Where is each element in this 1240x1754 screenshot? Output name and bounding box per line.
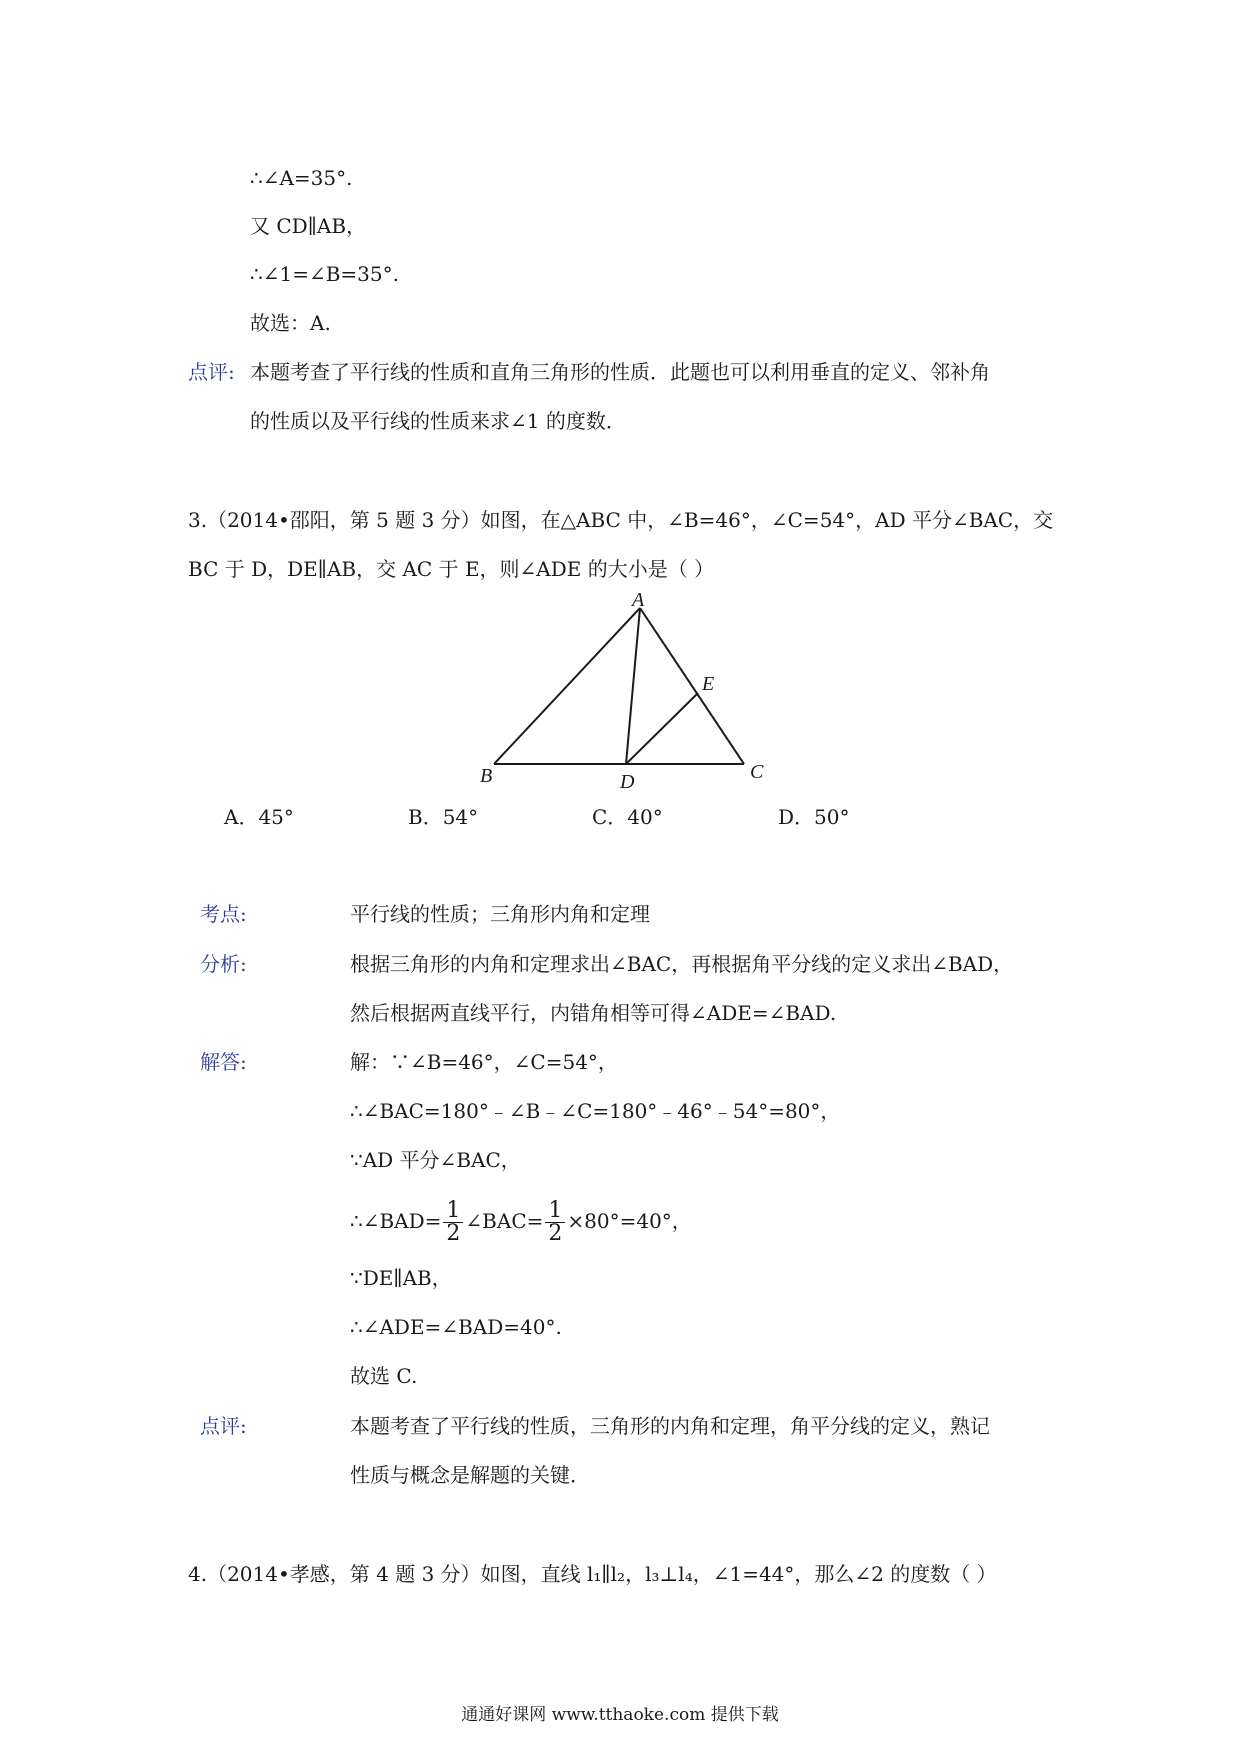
q3-jieda-line-4-part-c: ×80°=40°， xyxy=(567,1209,692,1233)
prev-comment-line-1: 本题考查了平行线的性质和直角三角形的性质．此题也可以利用垂直的定义、邻补角 xyxy=(250,360,990,384)
q4-stem-line-1: 4.（2014•孝感，第 4 题 3 分）如图，直线 l₁∥l₂，l₃⊥l₄，∠1=44°，那么∠2 的度数（ ） xyxy=(188,1562,997,1586)
q3-jieda-line-4-part-b: ∠BAC= xyxy=(465,1209,544,1233)
q3-triangle-figure xyxy=(470,592,790,792)
q3-option-b: B．54° xyxy=(408,805,479,829)
q3-jieda-line-4-part-a: ∴∠BAD= xyxy=(350,1209,442,1233)
q3-jieda-line-1: 解：∵∠B=46°，∠C=54°， xyxy=(350,1050,618,1074)
q3-jieda-line-5: ∵DE∥AB， xyxy=(350,1266,452,1290)
prev-comment-line-2: 的性质以及平行线的性质来求∠1 的度数． xyxy=(250,409,626,433)
segment-de xyxy=(626,693,698,764)
q3-fenxi-label: 分析: xyxy=(200,952,247,976)
q3-stem-line-1: 3.（2014•邵阳，第 5 题 3 分）如图，在△ABC 中，∠B=46°，∠C=54°，AD 平分∠BAC，交 xyxy=(188,508,1054,532)
q3-option-d: D．50° xyxy=(778,805,850,829)
q3-jieda-line-6: ∴∠ADE=∠BAD=40°. xyxy=(350,1315,562,1339)
q3-option-a: A．45° xyxy=(224,805,294,829)
q3-jieda-line-4 xyxy=(350,1196,692,1246)
q3-jieda-line-3: ∵AD 平分∠BAC， xyxy=(350,1148,521,1172)
vertex-label-e: E xyxy=(702,673,715,695)
fraction-denominator: 2 xyxy=(548,1221,563,1246)
fraction-numerator: 1 xyxy=(545,1200,565,1223)
vertex-label-b: B xyxy=(480,765,493,787)
segment-ac xyxy=(640,608,744,764)
q3-dianping-line-1: 本题考查了平行线的性质，三角形的内角和定理，角平分线的定义，熟记 xyxy=(350,1414,990,1438)
prev-comment-label: 点评: xyxy=(188,360,235,384)
q3-stem-line-2: BC 于 D，DE∥AB，交 AC 于 E，则∠ADE 的大小是（ ） xyxy=(188,557,715,581)
segment-ad xyxy=(626,608,640,764)
fraction-one-half-b xyxy=(545,1200,565,1245)
q3-kaodian-label: 考点: xyxy=(200,902,247,926)
q3-jieda-line-2: ∴∠BAC=180°﹣∠B﹣∠C=180°﹣46°﹣54°=80°， xyxy=(350,1099,841,1123)
prev-solution-line-4: 故选：A. xyxy=(250,311,331,335)
segment-ab xyxy=(494,608,640,764)
fraction-denominator: 2 xyxy=(446,1221,461,1246)
vertex-label-c: C xyxy=(750,761,764,783)
fraction-numerator: 1 xyxy=(443,1200,463,1223)
vertex-label-d: D xyxy=(620,771,635,792)
q3-fenxi-line-2: 然后根据两直线平行，内错角相等可得∠ADE=∠BAD. xyxy=(350,1001,837,1025)
page-footer: 通通好课网 www.tthaoke.com 提供下载 xyxy=(461,1705,779,1725)
q3-fenxi-line-1: 根据三角形的内角和定理求出∠BAC，再根据角平分线的定义求出∠BAD， xyxy=(350,952,1014,976)
prev-solution-line-3: ∴∠1=∠B=35°. xyxy=(250,262,399,286)
q3-jieda-line-7: 故选 C. xyxy=(350,1364,418,1388)
vertex-label-a: A xyxy=(632,592,645,611)
q3-option-c: C．40° xyxy=(592,805,663,829)
fraction-one-half-a xyxy=(443,1200,463,1245)
q3-kaodian-text: 平行线的性质；三角形内角和定理 xyxy=(350,902,650,926)
prev-solution-line-1: ∴∠A=35°. xyxy=(250,166,353,190)
q3-jieda-label: 解答: xyxy=(200,1050,247,1074)
q3-dianping-label: 点评: xyxy=(200,1414,247,1438)
prev-solution-line-2: 又 CD∥AB， xyxy=(250,214,367,238)
q3-dianping-line-2: 性质与概念是解题的关键． xyxy=(350,1463,590,1487)
